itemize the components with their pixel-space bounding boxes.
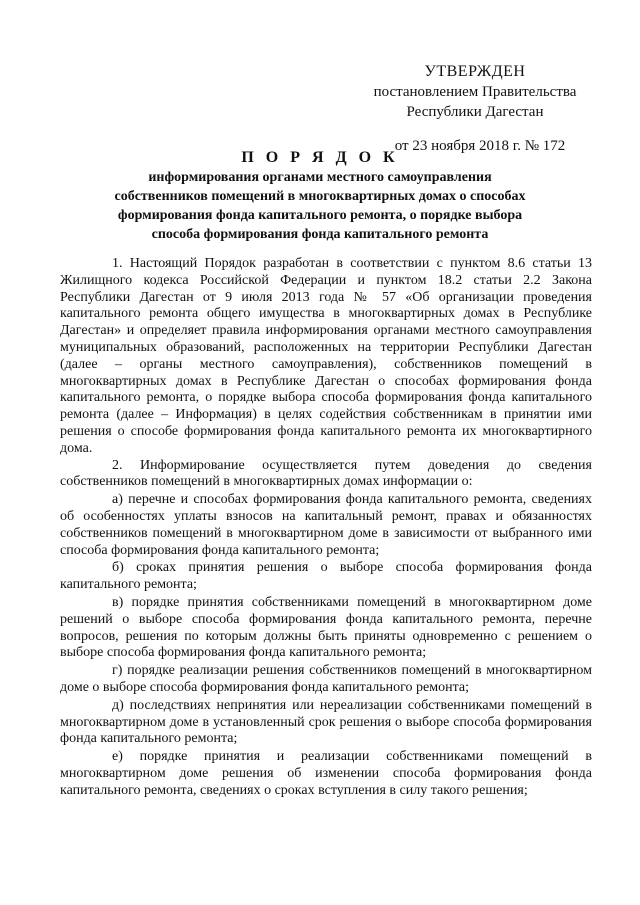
heading-line: собственников помещений в многоквартирных домах о способах xyxy=(114,189,526,204)
document-heading xyxy=(95,148,545,244)
list-item-v: в) порядке принятия собственниками помещений в многоквартирном доме решений о выборе способа формирования фонда капитального ремонта, перечне вопросов, решения по которым должны быть приняты одновременно с решением о выборе способа формирования фонда капитального ремонта; xyxy=(60,594,592,661)
document-body xyxy=(60,256,592,800)
approval-line-1: постановлением Правительства xyxy=(373,84,577,100)
document-title: П О Р Я Д О К xyxy=(241,149,399,166)
approval-stamp xyxy=(360,62,590,156)
list-item-g: г) порядке реализации решения собственников помещений в многоквартирном доме о выборе способа формирования фонда капитального ремонта; xyxy=(60,663,592,695)
approval-line-2: Республики Дагестан xyxy=(406,104,544,120)
approval-date: от 23 ноября 2018 г. № 172 xyxy=(394,138,566,154)
approval-title: УТВЕРЖДЕН xyxy=(424,63,526,80)
paragraph-1: 1. Настоящий Порядок разработан в соответствии с пунктом 8.6 статьи 13 Жилищного кодекса Российской Федерации и пунктом 18.2 статьи 2.2 Закона Республики Дагестан от 9 июля 2013 года № 57 «Об организации проведения капитального ремонта общего имущества в многоквартирных домах в Республике Дагестан» и определяет правила информирования органами местного самоуправления муниципальных образований, расположенных на территории Республики Дагестан (далее – органы местного самоуправления), собственников помещений в многоквартирных домах в Республике Дагестан о способах формирования фонда капитального ремонта, о порядке выбора способа формирования фонда капитального ремонта (далее – Информация) в целях содействия собственникам в принятии ими решения о способе формирования фонда капитального ремонта их многоквартирного дома. xyxy=(60,256,592,456)
heading-line: информирования органами местного самоуправления xyxy=(148,170,492,185)
heading-line: формирования фонда капитального ремонта, о порядке выбора xyxy=(117,208,523,223)
heading-line: способа формирования фонда капитального ремонта xyxy=(151,227,489,242)
list-item-d: д) последствиях непринятия или нереализации собственниками помещений в многоквартирном доме в установленный срок решения о выборе способа формирования фонда капитального ремонта; xyxy=(60,697,592,747)
list-item-e: е) порядке принятия и реализации собственниками помещений в многоквартирном доме решения об изменении способа формирования фонда капитального ремонта, сведениях о сроках вступления в силу такого решения; xyxy=(60,749,592,798)
list-item-b: б) сроках принятия решения о выборе способа формирования фонда капитального ремонта; xyxy=(60,560,592,593)
paragraph-2: 2. Информирование осуществляется путем доведения до сведения собственников помещений в многоквартирных домах информации о: xyxy=(60,457,592,490)
list-item-a: а) перечне и способах формирования фонда капитального ремонта, сведениях об особенностях уплаты взносов на капитальный ремонт, правах и обязанностях собственников помещений в многоквартирном доме в зависимости от выбранного ими способа формирования фонда капитального ремонта; xyxy=(60,492,592,558)
